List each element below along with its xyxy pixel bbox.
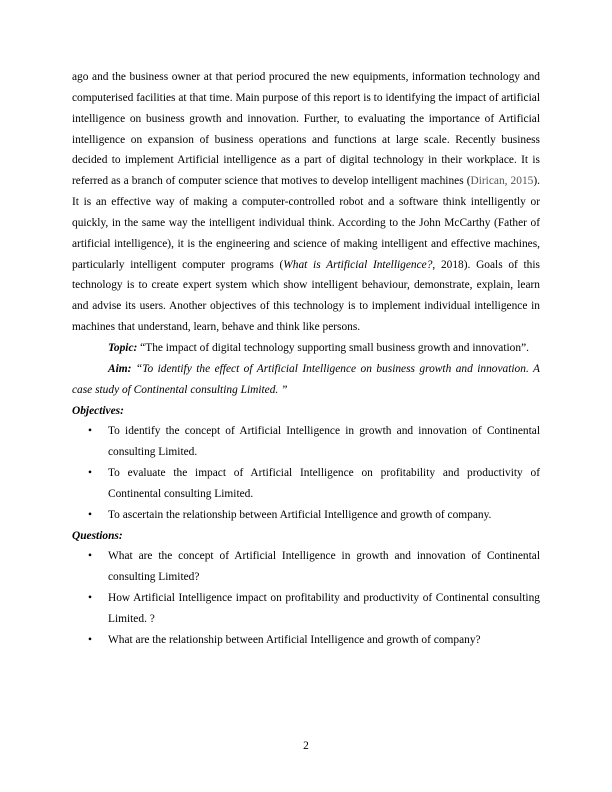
- aim-paragraph: [72, 359, 540, 401]
- bullet-icon: •: [88, 592, 92, 605]
- list-item: [72, 630, 540, 651]
- question-text: What are the relationship between Artificial Intelligence and growth of company?: [108, 633, 481, 646]
- aim-text: “To identify the effect of Artificial Intelligence on business growth and innovation. A case study of Continental consulting Limited. ”: [72, 362, 540, 396]
- objective-text: To ascertain the relationship between Artificial Intelligence and growth of company.: [108, 508, 492, 521]
- question-text: What are the concept of Artificial Intelligence in growth and innovation of Continental consulting Limited?: [108, 550, 540, 584]
- citation-year: , 2018: [432, 258, 464, 271]
- bullet-icon: •: [88, 508, 92, 521]
- page-number: 2: [303, 740, 309, 752]
- intro-text-a: ago and the business owner at that period procured the new equipments, information technology and computerised facilities at that time. Main purpose of this report is to identifying the impact of artificial intelligence on business growth and innovation. Further, to evaluating the importance of Artificial intelligence on expansion of business operations and functions at large scale. Recently business decided to implement Artificial intelligence as a part of digital technology in their workplace. It is referred as a branch of computer science that motives to develop intelligent machines (: [72, 71, 540, 188]
- objective-text: To evaluate the impact of Artificial Intelligence on profitability and productivity of Continental consulting Limited.: [108, 467, 540, 500]
- intro-text-b: ). It is an effective way of making a computer-controlled robot and a software think intelligently or quickly, in the same way the intelligent individual think. According to the John McCarthy (Father of artificial intelligence), it is the engineering and science of making intelligent and effective machines, particularly intelligent computer programs (: [72, 175, 540, 271]
- intro-text-c: ). Goals of this technology is to create expert system which show intelligent behaviour, demonstrate, explain, learn and advise its users. Another objectives of this technology is to implement individual intelligence in machines that understand, learn, behave and think like persons.: [72, 258, 540, 334]
- list-item: [72, 546, 540, 588]
- topic-label: Topic:: [108, 341, 138, 354]
- bullet-icon: •: [88, 425, 92, 438]
- question-text: How Artificial Intelligence impact on profitability and productivity of Continental consulting Limited. ?: [108, 592, 540, 625]
- objective-text: To identify the concept of Artificial Intelligence in growth and innovation of Continental consulting Limited.: [108, 425, 540, 459]
- aim-label: Aim:: [108, 362, 132, 375]
- list-item: [72, 588, 540, 630]
- bullet-icon: •: [88, 550, 92, 563]
- objectives-heading: Objectives:: [72, 404, 124, 417]
- document-page: [72, 67, 540, 651]
- objectives-list: [72, 421, 540, 525]
- intro-paragraph: [72, 67, 540, 338]
- list-item: [72, 421, 540, 463]
- list-item: [72, 463, 540, 505]
- citation-title: What is Artificial Intelligence?: [283, 258, 433, 271]
- bullet-icon: •: [88, 633, 92, 646]
- questions-list: [72, 546, 540, 650]
- bullet-icon: •: [88, 467, 92, 480]
- questions-heading: Questions:: [72, 529, 123, 542]
- topic-paragraph: [72, 338, 540, 359]
- topic-text: “The impact of digital technology supporting small business growth and innovation”.: [137, 341, 529, 354]
- citation-dirican: Dirican, 2015: [470, 175, 534, 188]
- list-item: [72, 505, 540, 526]
